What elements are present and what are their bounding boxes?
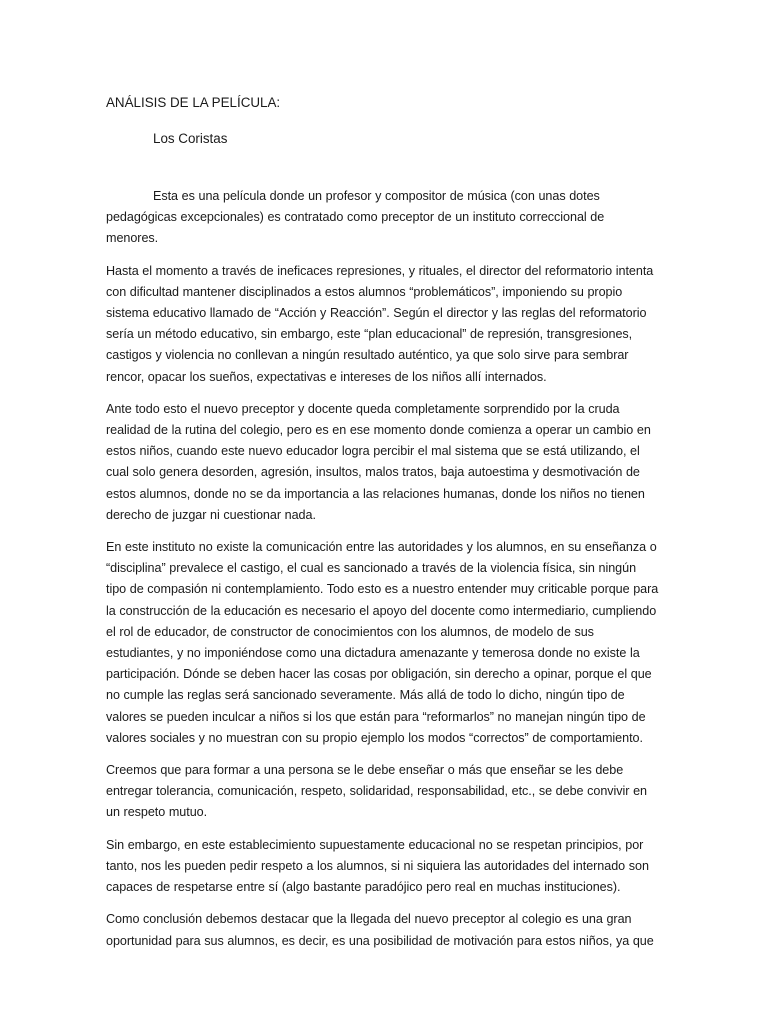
paragraph-3: Ante todo esto el nuevo preceptor y docente queda completamente sorprendido por la cruda realidad de la rutina del colegio, pero es en ese momento donde comienza a operar un cambio en estos niños, cuando este nuevo educador logra percibir el mal sistema que se está utilizando, el cual solo genera desorden, agresión, insultos, malos tratos, baja autoestima y desmotivación de estos alumnos, donde no se da importancia a las relaciones humanas, donde los niños no tienen derecho de juzgar ni cuestionar nada. xyxy=(106,401,651,522)
document-body xyxy=(106,92,659,963)
paragraph-6: Sin embargo, en este establecimiento supuestamente educacional no se respetan principios, por tanto, nos les pueden pedir respeto a los alumnos, si ni siquiera las autoridades del internado son capaces de respetarse entre sí (algo bastante paradójico pero real en muchas instituciones). xyxy=(106,837,649,895)
paragraph-7: Como conclusión debemos destacar que la llegada del nuevo preceptor al colegio es una gran oportunidad para sus alumnos, es decir, es una posibilidad de motivación para estos niños, ya que xyxy=(106,912,654,948)
document-title: ANÁLISIS DE LA PELÍCULA: xyxy=(106,95,281,110)
paragraph-5: Creemos que para formar a una persona se le debe enseñar o más que enseñar se les debe entregar tolerancia, comunicación, respeto, solidaridad, responsabilidad, etc., se debe convivir en un respeto mutuo. xyxy=(106,763,647,820)
paragraph-4: En este instituto no existe la comunicación entre las autoridades y los alumnos, en su enseñanza o “disciplina” prevalece el castigo, el cual es sancionado a través de la violencia física, sin ningún tipo de compasión ni contemplamiento. Todo esto es a nuestro entender muy criticable porque para la construcción de la educación es necesario el apoyo del docente como intermediario, cumpliendo el rol de educador, de constructor de conocimientos con los alumnos, de modelo de sus estudiantes, y no imponiéndose como una dictadura amenazante y temerosa donde no existe la participación. Dónde se deben hacer las cosas por obligación, sin derecho a opinar, porque el que no cumple las reglas será sancionado severamente. Más allá de todo lo dicho, ningún tipo de valores se pueden inculcar a niños si los que están para “reformarlos” no manejan ningún tipo de valores sociales y no muestran con su propio ejemplo los modos “correctos” de comportamiento. xyxy=(106,540,659,745)
paragraph-1: Esta es una película donde un profesor y compositor de música (con unas dotes pedagógicas excepcionales) es contratado como preceptor de un instituto correccional de menores. xyxy=(106,189,605,246)
document-subtitle: Los Coristas xyxy=(153,131,228,146)
paragraph-2: Hasta el momento a través de ineficaces represiones, y rituales, el director del reformatorio intenta con dificultad mantener disciplinados a estos alumnos “problemáticos”, imponiendo su propio sistema educativo llamado de “Acción y Reacción”. Según el director y las reglas del reformatorio sería un método educativo, sin embargo, este “plan educacional” de represión, transgresiones, castigos y violencia no conllevan a ningún resultado auténtico, ya que solo sirve para sembrar rencor, opacar los sueños, expectativas e intereses de los niños allí internados. xyxy=(106,263,654,384)
